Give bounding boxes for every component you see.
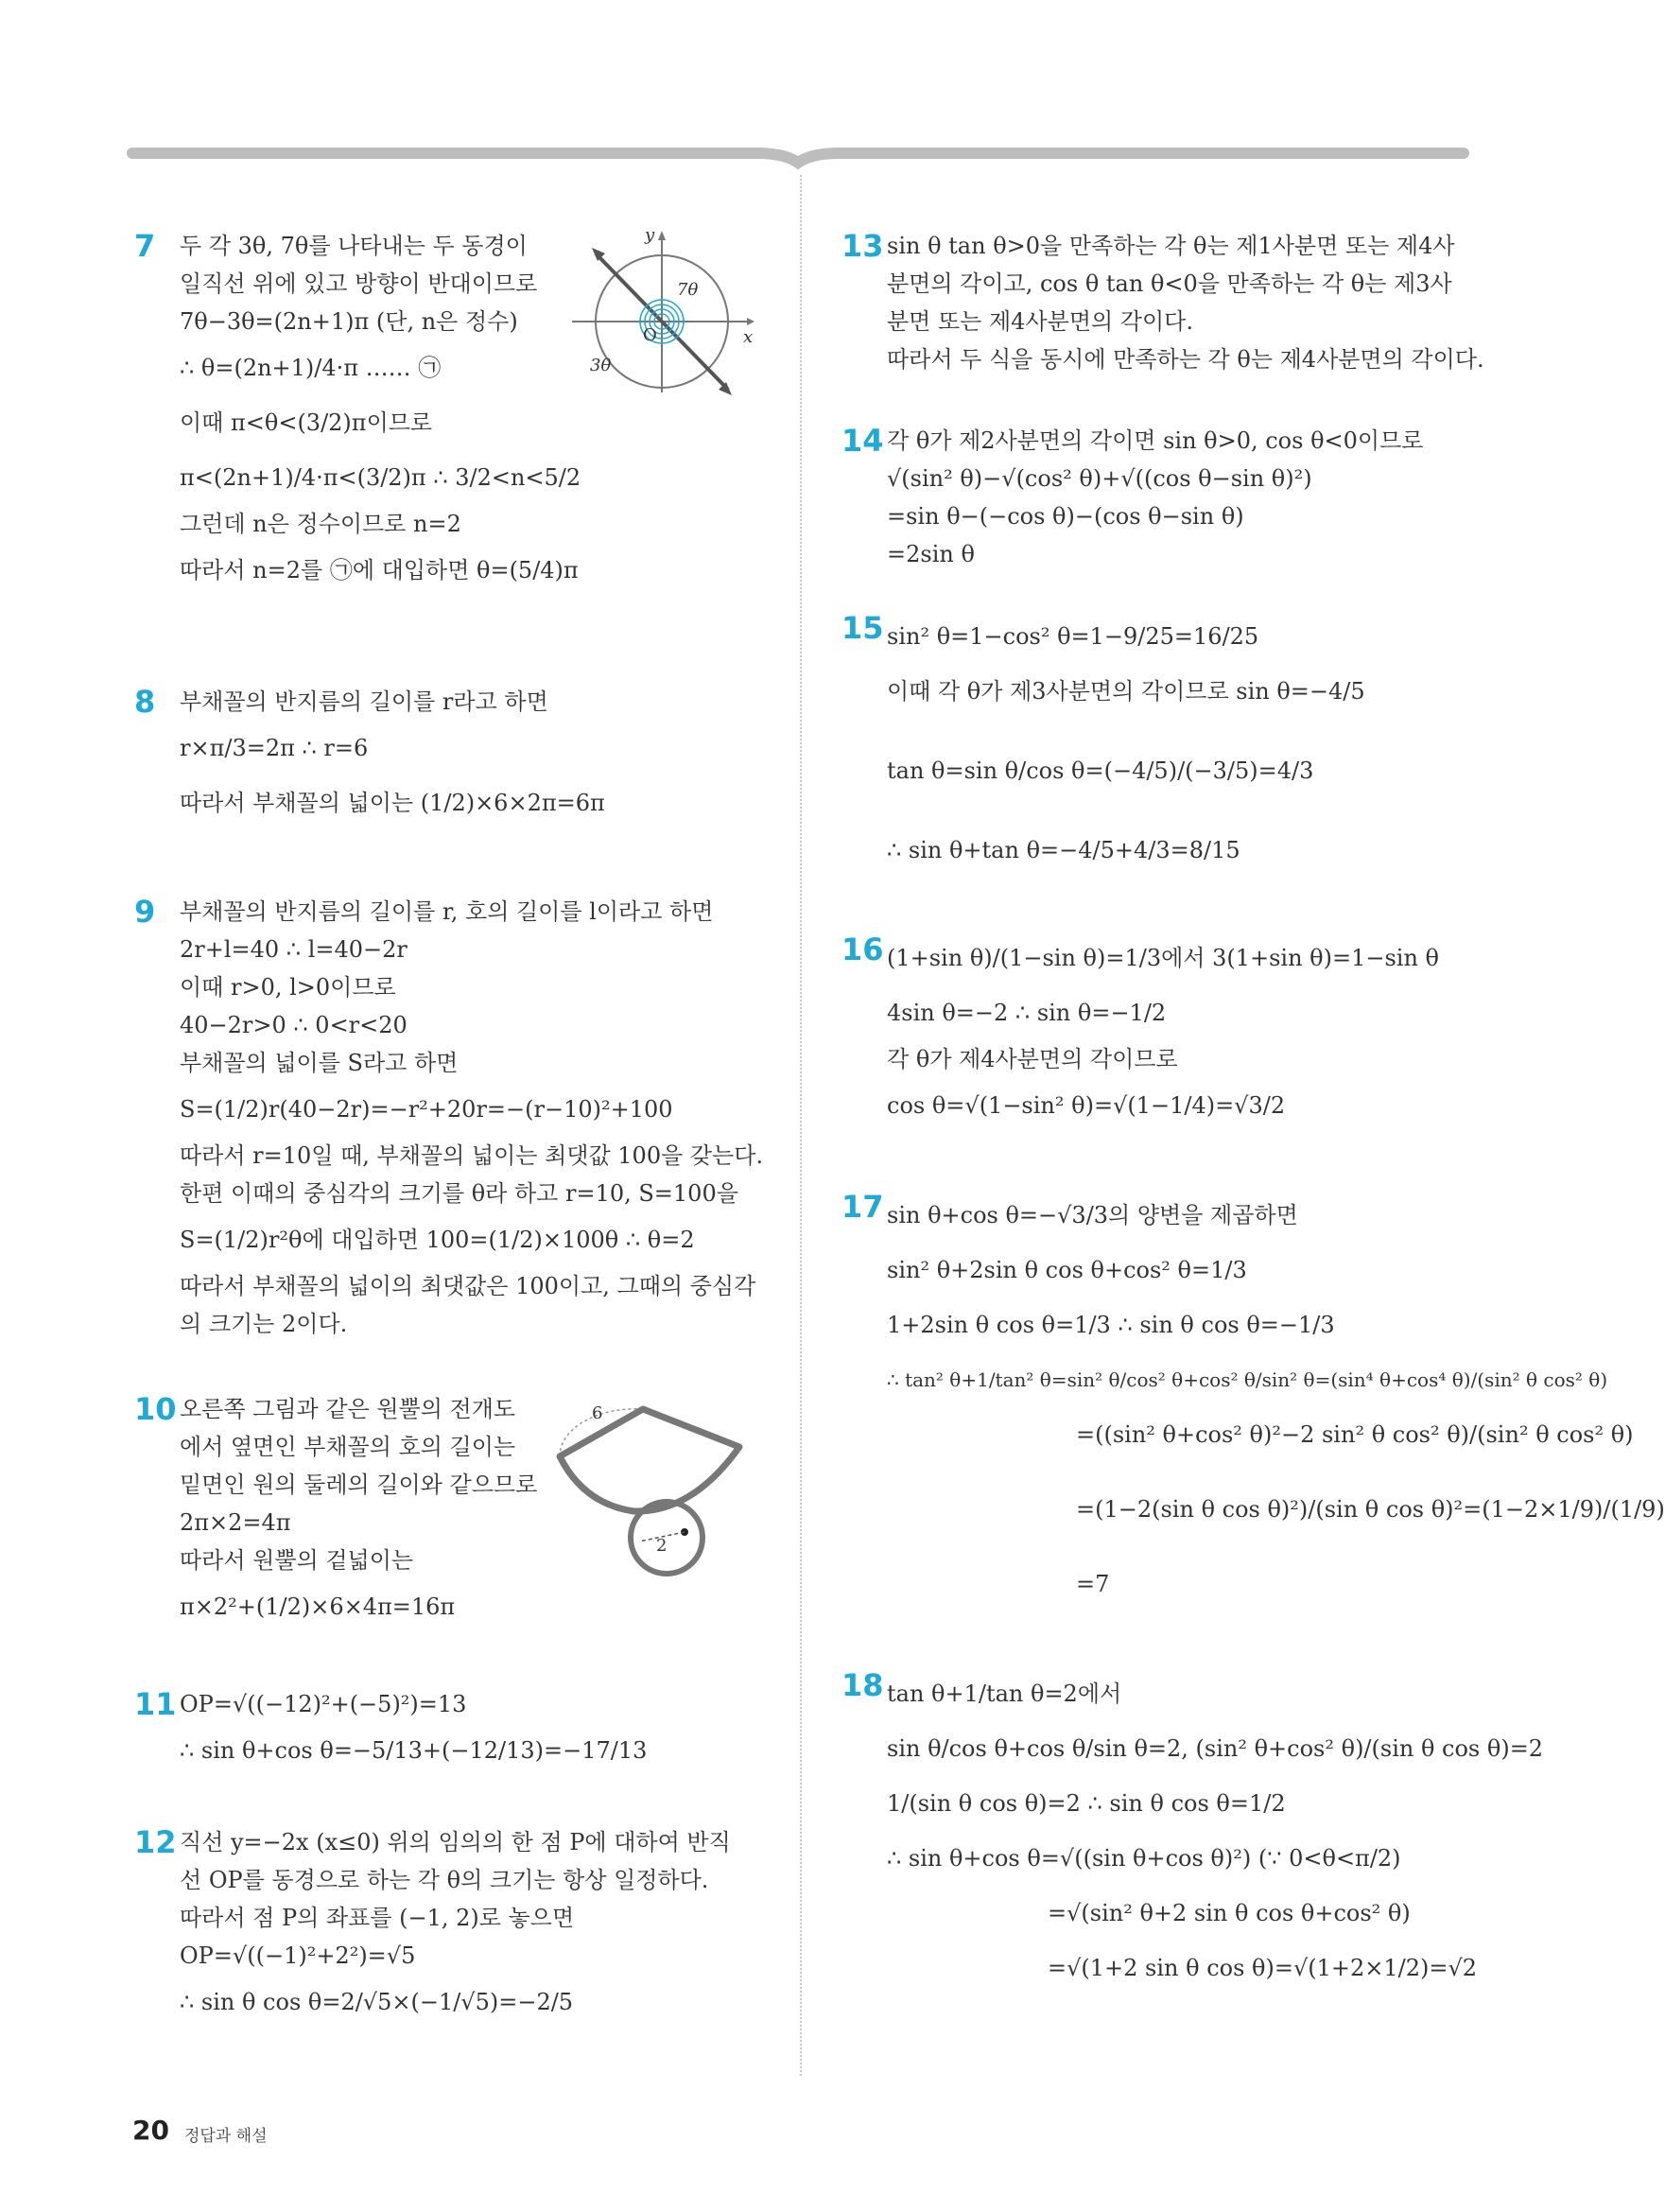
problem-12 <box>134 1823 739 2041</box>
text-line: 직선 y=−2x (x≤0) 위의 임의의 한 점 P에 대하여 반직 <box>180 1829 731 1855</box>
text-line: =sin θ−(−cos θ)−(cos θ−sin θ) <box>887 503 1244 530</box>
text-line: 따라서 r=10일 때, 부채꼴의 넓이는 최댓값 100을 갖는다. <box>180 1142 764 1169</box>
text-line: =((sin² θ+cos² θ)²−2 sin² θ cos² θ)/(sin² θ cos² θ) <box>1076 1421 1634 1448</box>
text-line: ∴ sin θ+tan θ=−4/5+4/3=8/15 <box>887 837 1240 863</box>
text-line: sin θ+cos θ=−√3/3의 양변을 제곱하면 <box>887 1202 1298 1228</box>
problem-8 <box>134 683 739 844</box>
svg-text:7θ: 7θ <box>677 280 699 300</box>
text-line: 40−2r>0 ∴ 0<r<20 <box>180 1012 408 1038</box>
text-line: 이때 r>0, l>0이므로 <box>180 974 396 1001</box>
text-line: 오른쪽 그림과 같은 원뿔의 전개도 <box>180 1396 516 1422</box>
text-line: 분면 또는 제4사분면의 각이다. <box>887 308 1193 335</box>
problem-13 <box>841 227 1484 388</box>
header-bar <box>132 144 1464 163</box>
right-column <box>841 227 1665 1988</box>
text-line: sin θ/cos θ+cos θ/sin θ=2, (sin² θ+cos² θ)/(sin θ cos θ)=2 <box>887 1735 1544 1762</box>
text-line: S=(1/2)r²θ에 대입하면 100=(1/2)×100θ ∴ θ=2 <box>180 1227 695 1253</box>
problem-number: 7 <box>134 228 156 264</box>
text-line: =(1−2(sin θ cos θ)²)/(sin θ cos θ)²=(1−2×1/9)/(1/9) <box>1076 1496 1665 1523</box>
problem-17 <box>841 1188 1665 1642</box>
problem-number: 9 <box>134 894 156 930</box>
text-line: ∴ sin θ+cos θ=√((sin θ+cos θ)²) (∵ 0<θ<π/2) <box>887 1845 1401 1872</box>
svg-text:6: 6 <box>592 1403 603 1423</box>
text-line: 그런데 n은 정수이므로 n=2 <box>180 511 461 537</box>
text-line: π<(2n+1)/4·π<(3/2)π ∴ 3/2<n<5/2 <box>180 464 581 491</box>
text-line: tan θ=sin θ/cos θ=(−4/5)/(−3/5)=4/3 <box>887 758 1314 784</box>
problem-16 <box>841 931 1447 1148</box>
text-line: √(sin² θ)−√(cos² θ)+√((cos θ−sin θ)²) <box>887 465 1312 492</box>
text-line: 부채꼴의 반지름의 길이를 r, 호의 길이를 l이라고 하면 <box>180 898 714 925</box>
text-line: 따라서 부채꼴의 넓이는 (1/2)×6×2π=6π <box>180 790 605 816</box>
text-line: 분면의 각이고, cos θ tan θ<0을 만족하는 각 θ는 제3사 <box>887 270 1452 297</box>
problem-number: 11 <box>134 1686 177 1722</box>
cone-net-figure <box>550 1390 749 1579</box>
problem-11 <box>134 1685 739 1780</box>
text-line: 선 OP를 동경으로 하는 각 θ의 크기는 항상 일정하다. <box>180 1867 709 1893</box>
problem-number: 15 <box>841 610 884 646</box>
text-line: 1+2sin θ cos θ=1/3 ∴ sin θ cos θ=−1/3 <box>887 1312 1335 1338</box>
page-number: 20 <box>132 2115 169 2146</box>
text-line: 에서 옆면인 부채꼴의 호의 길이는 <box>180 1434 516 1460</box>
text-line: π×2²+(1/2)×6×4π=16π <box>180 1594 456 1620</box>
text-line: 따라서 부채꼴의 넓이의 최댓값은 100이고, 그때의 중심각 <box>180 1273 756 1299</box>
text-line: ∴ θ=(2n+1)/4·π …… ㉠ <box>180 355 442 381</box>
problem-15 <box>841 609 1447 902</box>
text-line: (1+sin θ)/(1−sin θ)=1/3에서 3(1+sin θ)=1−sin θ <box>887 945 1440 971</box>
text-line: 이때 각 θ가 제3사분면의 각이므로 sin θ=−4/5 <box>887 678 1365 705</box>
text-line: 따라서 n=2를 ㉠에 대입하면 θ=(5/4)π <box>180 557 579 583</box>
text-line: OP=√((−1)²+2²)=√5 <box>180 1942 416 1969</box>
problem-10 <box>134 1390 739 1646</box>
text-line: 일직선 위에 있고 방향이 반대이므로 <box>180 270 538 297</box>
problem-number: 12 <box>134 1824 177 1860</box>
text-line: 의 크기는 2이다. <box>180 1311 348 1337</box>
text-line: sin² θ=1−cos² θ=1−9/25=16/25 <box>887 623 1259 650</box>
text-line: 따라서 점 P의 좌표를 (−1, 2)로 놓으면 <box>180 1905 575 1931</box>
text-line: 부채꼴의 반지름의 길이를 r라고 하면 <box>180 688 548 715</box>
text-line: 7θ−3θ=(2n+1)π (단, n은 정수) <box>180 308 518 335</box>
text-line: 따라서 두 식을 동시에 만족하는 각 θ는 제4사분면의 각이다. <box>887 346 1484 373</box>
text-line: 따라서 원뿔의 겉넓이는 <box>180 1547 414 1574</box>
problem-number: 8 <box>134 684 156 720</box>
svg-text:x: x <box>743 327 754 347</box>
text-line: 밑면인 원의 둘레의 길이와 같으므로 <box>180 1472 538 1498</box>
text-line: 부채꼴의 넓이를 S라고 하면 <box>180 1050 459 1076</box>
svg-text:2: 2 <box>656 1536 668 1556</box>
text-line: 1/(sin θ cos θ)=2 ∴ sin θ cos θ=1/2 <box>887 1790 1286 1817</box>
text-line: 2π×2=4π <box>180 1509 291 1536</box>
left-column <box>134 225 764 2041</box>
footer-label: 정답과 해설 <box>184 2127 268 2146</box>
text-line: 2r+l=40 ∴ l=40−2r <box>180 936 408 963</box>
problem-14 <box>841 422 1447 583</box>
text-line: =√(sin² θ+2 sin θ cos θ+cos² θ) <box>1048 1900 1411 1926</box>
text-line: =√(1+2 sin θ cos θ)=√(1+2×1/2)=√2 <box>1048 1955 1478 1981</box>
text-line: =7 <box>1076 1571 1110 1597</box>
text-line: 각 θ가 제2사분면의 각이면 sin θ>0, cos θ<0이므로 <box>887 427 1424 454</box>
unit-circle-figure <box>567 227 756 397</box>
svg-text:y: y <box>645 225 655 245</box>
svg-text:O: O <box>643 325 657 345</box>
problem-number: 14 <box>841 423 884 459</box>
text-line: tan θ+1/tan θ=2에서 <box>887 1681 1122 1707</box>
text-line: 두 각 3θ, 7θ를 나타내는 두 동경이 <box>180 233 528 259</box>
problem-18 <box>841 1666 1544 1988</box>
problem-number: 10 <box>134 1391 177 1427</box>
text-line: OP=√((−12)²+(−5)²)=13 <box>180 1691 467 1717</box>
text-line: 이때 π<θ<(3/2)π이므로 <box>180 409 433 436</box>
text-line: 각 θ가 제4사분면의 각이므로 <box>887 1046 1178 1072</box>
problem-7 <box>134 225 754 658</box>
text-line: sin θ tan θ>0을 만족하는 각 θ는 제1사분면 또는 제4사 <box>887 233 1455 259</box>
svg-text:3θ: 3θ <box>590 356 612 375</box>
text-line: sin² θ+2sin θ cos θ+cos² θ=1/3 <box>887 1257 1247 1283</box>
text-line: ∴ tan² θ+1/tan² θ=sin² θ/cos² θ+cos² θ/sin² θ=(sin⁴ θ+cos⁴ θ)/(sin² θ cos² θ) <box>887 1368 1608 1391</box>
problem-number: 16 <box>841 932 884 967</box>
text-line: 4sin θ=−2 ∴ sin θ=−1/2 <box>887 1000 1167 1026</box>
problem-number: 13 <box>841 228 884 264</box>
text-line: r×π/3=2π ∴ r=6 <box>180 735 369 761</box>
problem-number: 18 <box>841 1667 884 1703</box>
problem-9 <box>134 893 764 1347</box>
text-line: cos θ=√(1−sin² θ)=√(1−1/4)=√3/2 <box>887 1092 1286 1119</box>
text-line: ∴ sin θ cos θ=2/√5×(−1/√5)=−2/5 <box>180 1989 574 2015</box>
text-line: 한편 이때의 중심각의 크기를 θ라 하고 r=10, S=100을 <box>180 1180 738 1207</box>
text-line: S=(1/2)r(40−2r)=−r²+20r=−(r−10)²+100 <box>180 1096 673 1123</box>
text-line: ∴ sin θ+cos θ=−5/13+(−12/13)=−17/13 <box>180 1737 648 1764</box>
text-line: =2sin θ <box>887 541 975 567</box>
problem-number: 17 <box>841 1189 884 1225</box>
column-divider <box>800 175 802 2076</box>
